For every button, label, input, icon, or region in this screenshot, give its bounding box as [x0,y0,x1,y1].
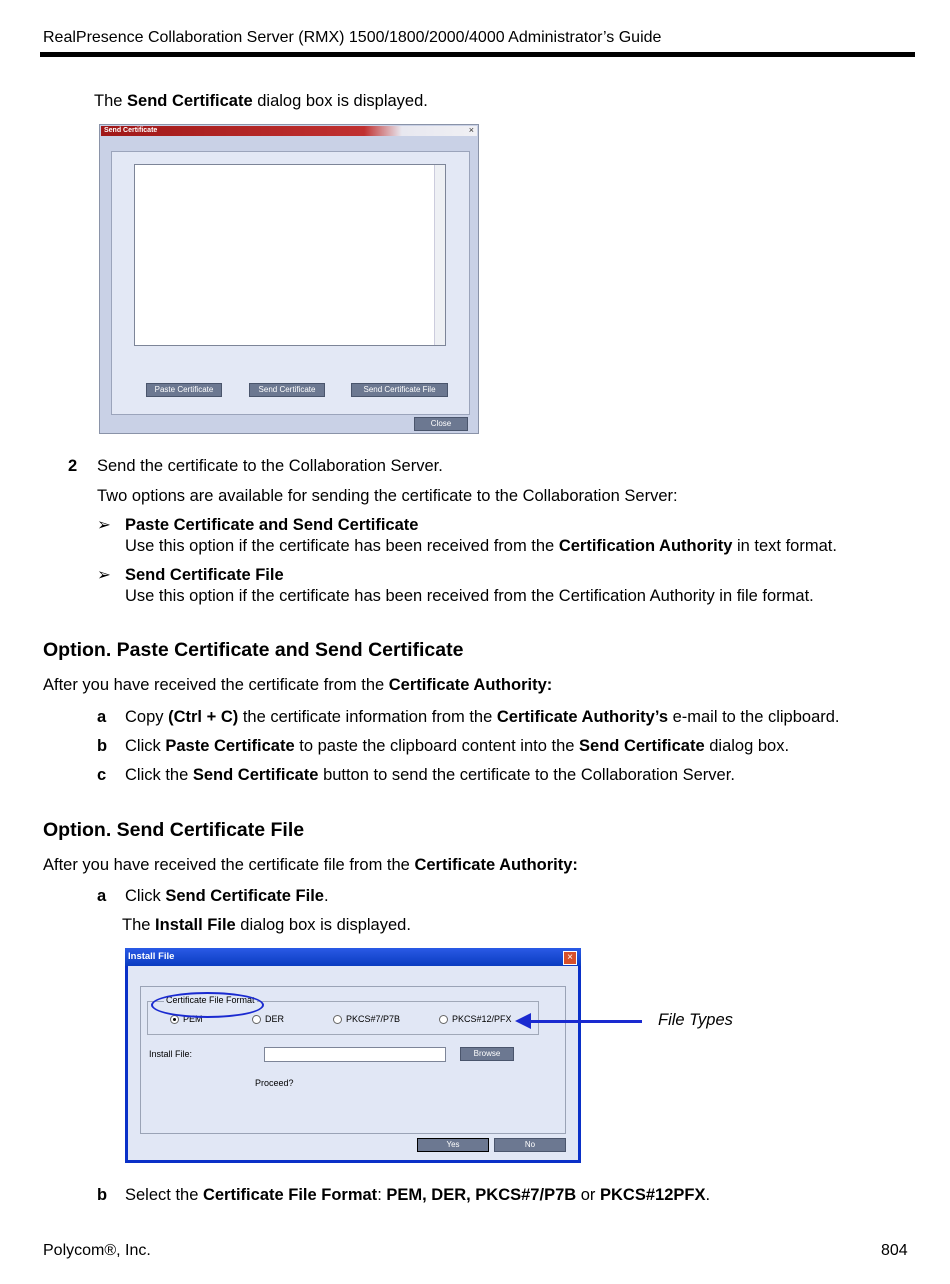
s2a-pre: Click [125,887,166,905]
radio-der[interactable] [252,1014,284,1024]
section1-heading: Option. Paste Certificate and Send Certificate [43,639,464,661]
s1c-post: button to send the certificate to the Collaboration Server. [318,766,735,784]
s1a-post: e-mail to the clipboard. [668,708,840,726]
step-text: Send the certificate to the Collaboration Server. [97,457,443,475]
s2b-or: or [576,1186,601,1204]
paste-certificate-button[interactable]: Paste Certificate [146,383,222,397]
s1c-b1: Send Certificate [192,766,319,784]
scrollbar[interactable] [434,165,445,345]
section2-lead-bold: Certificate Authority: [414,856,578,874]
radio-icon[interactable] [439,1015,448,1024]
running-header: RealPresence Collaboration Server (RMX) 1500/1800/2000/4000 Administrator’s Guide [43,29,662,46]
bullet-icon: ➢ [97,566,111,584]
option2-title [125,565,284,585]
radio-selected-icon[interactable] [170,1015,179,1024]
dialog-title-bar [125,948,581,966]
s2a-post: . [323,887,329,905]
radio-pfx-label: PKCS#12/PFX [452,1014,512,1024]
substep-letter: c [97,766,107,784]
step-number: 2 [68,457,78,475]
option2-title-text: Send Certificate File [125,566,284,584]
send-certificate-button[interactable]: Send Certificate [249,383,325,397]
s2b-post: . [705,1186,711,1204]
substep-letter: a [97,708,107,726]
s2b-b2: PEM, DER, PKCS#7/P7B [386,1186,577,1204]
file-types-callout: File Types [658,1011,733,1029]
option2-desc: Use this option if the certificate has been received from the Certification Authority in file format. [125,587,814,605]
intro-pre: The [94,92,128,110]
intro-text [94,91,428,111]
s1a-b1: (Ctrl + C) [168,708,239,726]
close-button[interactable]: Close [414,417,468,431]
intro-bold: Send Certificate [127,92,253,110]
dialog-title: Install File [128,951,175,962]
certificate-text-area[interactable] [134,164,446,346]
radio-icon[interactable] [333,1015,342,1024]
section2-heading: Option. Send Certificate File [43,819,305,841]
footer-company: Polycom®, Inc. [43,1242,151,1259]
s1b-pre: Click [125,737,166,755]
option1-pre: Use this option if the certificate has been received from the [125,537,559,555]
section2-lead [43,855,578,875]
s1c-pre: Click the [125,766,193,784]
substep-letter: b [97,737,108,755]
s2b-mid: : [377,1186,387,1204]
proceed-text: Proceed? [255,1078,294,1088]
section1-lead [43,675,552,695]
s2a-sub-b: Install File [155,916,236,934]
send-certificate-file-button[interactable]: Send Certificate File [351,383,448,397]
close-icon[interactable]: × [563,951,577,965]
section1-step-b [125,736,789,756]
option1-desc [125,536,837,556]
install-file-label: Install File: [149,1049,193,1059]
section2-lead-pre: After you have received the certificate file from the [43,856,415,874]
s2b-b3: PKCS#12PFX [600,1186,706,1204]
dialog-title-bar [101,126,477,136]
radio-p7b[interactable] [333,1014,400,1024]
dialog-title: Send Certificate [104,127,158,134]
install-file-input[interactable] [264,1047,446,1062]
s2b-b1: Certificate File Format [202,1186,378,1204]
s1a-pre: Copy [125,708,169,726]
substep-letter: b [97,1186,108,1204]
section1-step-a [125,707,840,727]
format-group-label: Certificate File Format [166,995,255,1005]
s1b-b2: Send Certificate [579,737,705,755]
section1-lead-pre: After you have received the certificate from the [43,676,389,694]
section2-step-a [125,886,329,906]
yes-button[interactable]: Yes [417,1138,489,1152]
page-number: 804 [881,1242,908,1259]
section2-step-b [125,1185,710,1205]
highlight-ellipse [151,992,264,1018]
s2a-b1: Send Certificate File [165,887,324,905]
arrow-line [530,1020,642,1023]
no-button[interactable]: No [494,1138,566,1152]
intro-post: dialog box is displayed. [252,92,428,110]
s1a-b2: Certificate Authority’s [496,708,668,726]
section2-step-a-sub [122,915,411,935]
s1b-mid: to paste the clipboard content into the [294,737,580,755]
radio-der-label: DER [265,1014,285,1024]
option1-title [125,515,418,535]
bullet-icon: ➢ [97,516,111,534]
radio-pem-label: PEM [183,1014,203,1024]
s2b-pre: Select the [125,1186,203,1204]
radio-p7b-label: PKCS#7/P7B [346,1014,401,1024]
section1-step-c [125,765,735,785]
close-icon[interactable]: × [468,125,474,135]
substep-letter: a [97,887,107,905]
s1a-mid: the certificate information from the [238,708,497,726]
s2a-sub-pre: The [122,916,156,934]
s1b-post: dialog box. [704,737,790,755]
browse-button[interactable]: Browse [460,1047,514,1061]
option1-bold: Certification Authority [558,537,733,555]
s1b-b1: Paste Certificate [165,737,295,755]
install-file-dialog [125,948,581,1163]
send-certificate-dialog [99,124,479,434]
radio-icon[interactable] [252,1015,261,1024]
option1-title-text: Paste Certificate and Send Certificate [125,516,419,534]
option1-post: in text format. [732,537,837,555]
arrow-icon [515,1013,531,1029]
radio-pfx[interactable] [439,1014,512,1024]
step-subtext: Two options are available for sending the certificate to the Collaboration Server: [97,487,678,505]
header-rule [40,52,915,57]
section1-lead-bold: Certificate Authority: [388,676,553,694]
s2a-sub-post: dialog box is displayed. [235,916,411,934]
